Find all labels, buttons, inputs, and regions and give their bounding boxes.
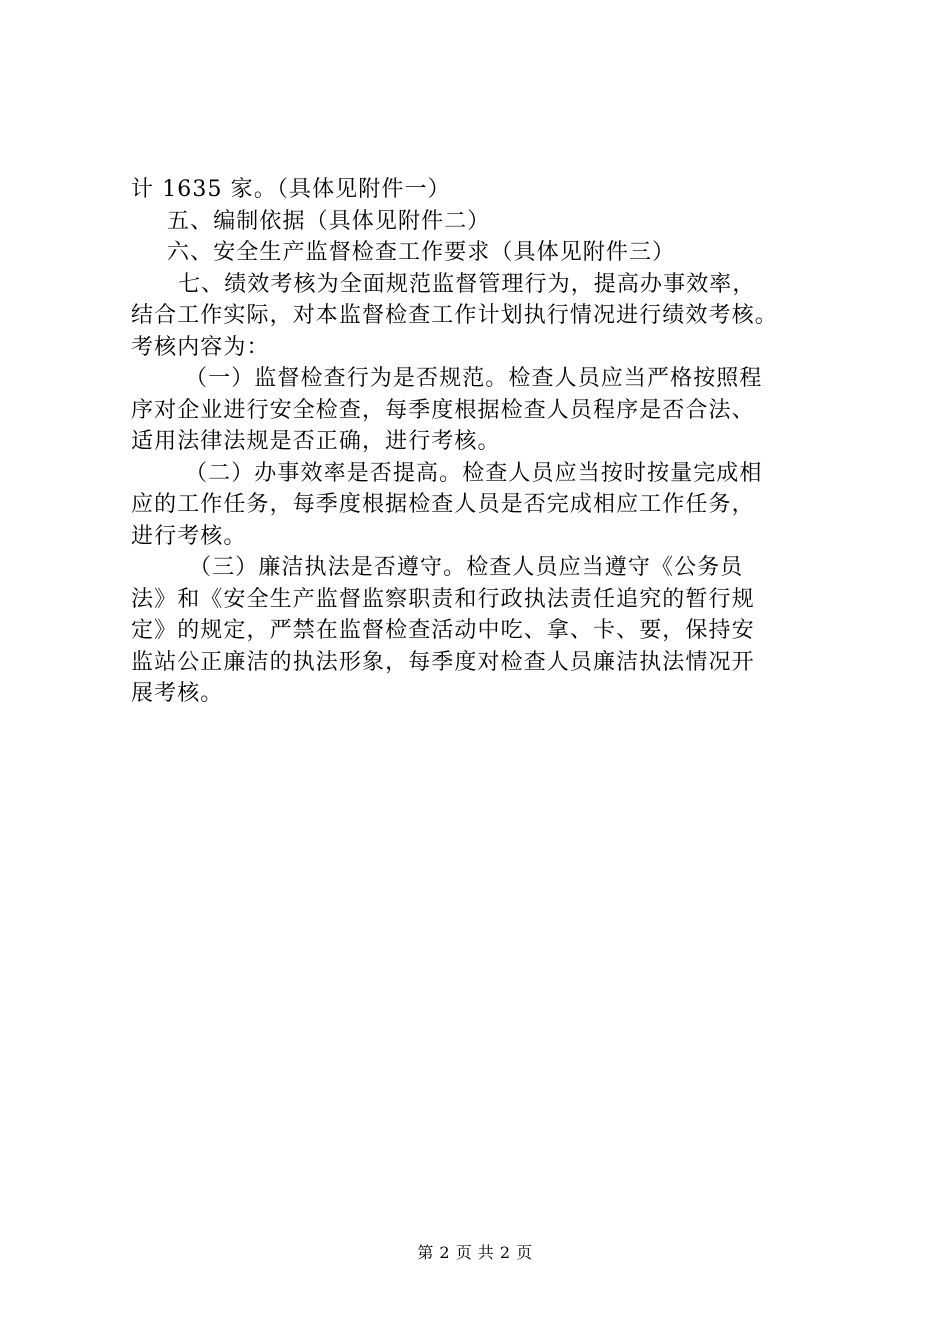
item-three-first-line: （三）廉洁执法是否遵守。检查人员应当遵守《公务员 [189,555,744,580]
text-line-15: 定》的规定，严禁在监督检查活动中吃、拿、卡、要，保持安 [131,618,755,643]
section-five-heading: 五、编制依据（具体见附件二） [167,208,491,234]
text-line-14: 法》和《安全生产监督监察职责和行政执法责任追究的暂行规 [131,586,755,612]
text-line-5: 结合工作实际，对本监督检查工作计划执行情况进行绩效考核。 [131,303,778,328]
item-one-first-line: （一）监督检查行为是否规范。检查人员应当严格按照程 [185,366,763,391]
text-line-8: 序对企业进行安全检查，每季度根据检查人员程序是否合法、 [131,397,755,423]
page-footer [0,1242,950,1264]
text-line-17: 展考核。 [131,681,224,706]
text-line-12: 进行考核。 [131,523,247,549]
page-number-label: 第 2 页 共 2 页 [417,1243,533,1262]
text-line-6: 考核内容为： [131,334,270,360]
text-line-1: 计 1635 家。（具体见附件一） [131,177,451,202]
section-six-heading: 六、安全生产监督检查工作要求（具体见附件三） [167,240,676,265]
section-seven-heading: 七、绩效考核为全面规范监督管理行为，提高办事效率， [178,271,756,297]
text-line-16: 监站公正廉洁的执法形象，每季度对检查人员廉洁执法情况开 [131,649,755,675]
item-two-first-line: （二）办事效率是否提高。检查人员应当按时按量完成相 [185,460,763,486]
text-line-11: 应的工作任务，每季度根据检查人员是否完成相应工作任务， [131,492,755,517]
text-line-9: 适用法律法规是否正确，进行考核。 [131,429,501,454]
document-body [131,174,837,710]
